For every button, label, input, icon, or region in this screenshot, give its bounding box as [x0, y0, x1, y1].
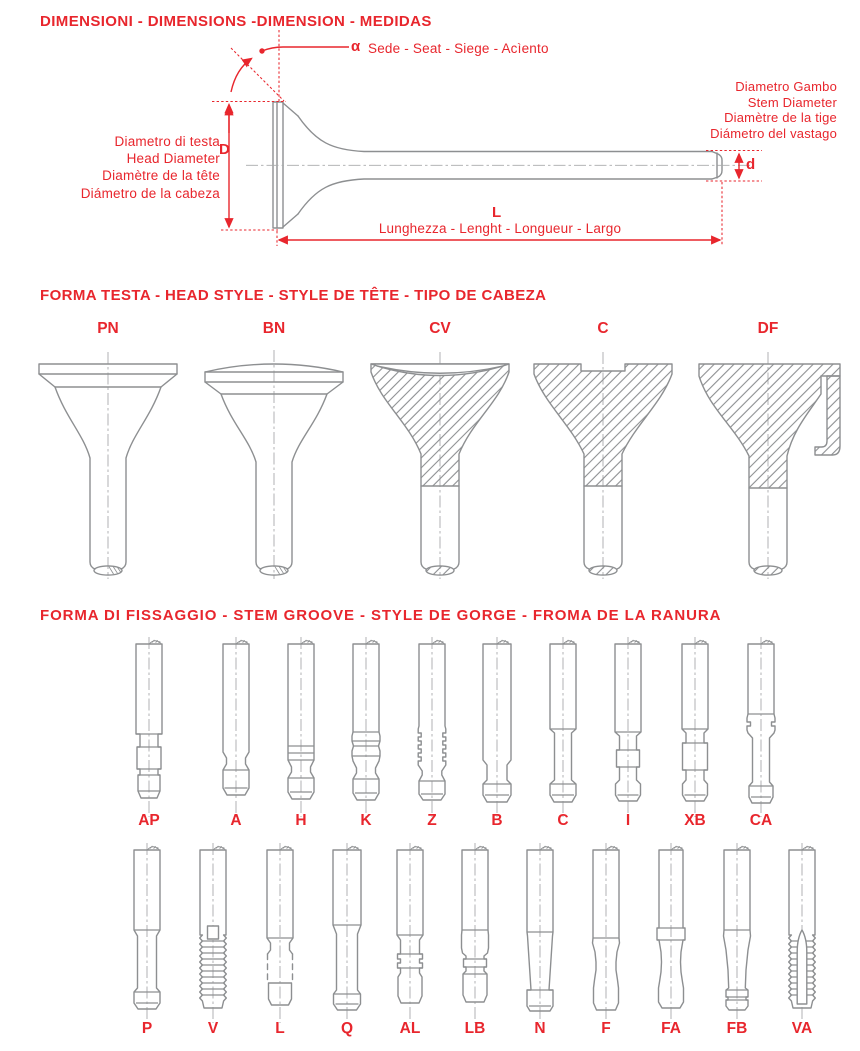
- groove-figure-z: [399, 634, 465, 822]
- head-style-figure-bn: [194, 336, 354, 581]
- groove-label-q: Q: [340, 1020, 354, 1037]
- head-style-title: FORMA TESTA - HEAD STYLE - STYLE DE TÊTE - TIPO DE CABEZA: [40, 287, 547, 304]
- head-diameter-line: Diamètre de la tête: [102, 168, 220, 184]
- dimension-arrows: [229, 47, 739, 240]
- groove-label-ca: CA: [749, 812, 773, 829]
- head-style-figure-df: [688, 336, 848, 581]
- groove-label-xb: XB: [684, 812, 706, 829]
- groove-label-n: N: [534, 1020, 546, 1037]
- groove-figure-q: [314, 840, 380, 1028]
- groove-figure-i: [595, 634, 661, 822]
- groove-figure-ca: [728, 634, 794, 822]
- groove-figure-fa: [638, 840, 704, 1028]
- groove-label-al: AL: [399, 1020, 421, 1037]
- dim-letter-D: D: [219, 141, 230, 158]
- length-label: Lunghezza - Lenght - Longueur - Largo: [378, 221, 622, 236]
- construction-lines: [212, 30, 762, 246]
- groove-figure-l: [247, 840, 313, 1028]
- dim-letter-L: L: [492, 204, 502, 221]
- head-style-label-c: C: [597, 320, 609, 337]
- groove-label-p: P: [141, 1020, 153, 1037]
- head-style-label-df: DF: [757, 320, 779, 337]
- groove-figure-xb: [662, 634, 728, 822]
- seat-angle-vertex-dot: [259, 48, 264, 53]
- groove-figure-ap: [116, 634, 182, 822]
- head-diameter-line: Diametro di testa: [114, 134, 220, 149]
- groove-label-fb: FB: [726, 1020, 748, 1037]
- stem-diameter-line: Diamètre de la tige: [724, 110, 837, 126]
- groove-label-f: F: [601, 1020, 611, 1037]
- groove-figure-c: [530, 634, 596, 822]
- seat-label: Sede - Seat - Siege - Acìento: [368, 41, 549, 56]
- groove-label-i: I: [625, 812, 631, 829]
- groove-label-b: B: [491, 812, 503, 829]
- groove-figure-v: [180, 840, 246, 1028]
- head-style-figure-cv: [360, 336, 520, 581]
- alpha-symbol: α: [351, 38, 361, 55]
- groove-figure-b: [464, 634, 530, 822]
- dim-letter-d: d: [746, 156, 756, 173]
- dimensions-title: DIMENSIONI - DIMENSIONS -DIMENSION - MEDIDAS: [40, 13, 432, 30]
- head-style-figure-pn: [28, 336, 188, 581]
- groove-label-v: V: [207, 1020, 219, 1037]
- head-diameter-line: Head Diameter: [126, 151, 220, 167]
- groove-figure-a: [203, 634, 269, 822]
- head-style-figure-c: [523, 336, 683, 581]
- groove-label-ap: AP: [138, 812, 160, 829]
- stem-diameter-line: Diámetro del vastago: [710, 125, 837, 141]
- stem-groove-title: FORMA DI FISSAGGIO - STEM GROOVE - STYLE DE GORGE - FROMA DE LA RANURA: [40, 607, 722, 624]
- groove-label-a: A: [230, 812, 242, 829]
- head-style-label-cv: CV: [429, 320, 451, 337]
- groove-figure-lb: [442, 840, 508, 1028]
- groove-label-fa: FA: [661, 1020, 681, 1037]
- groove-label-k: K: [360, 812, 372, 829]
- stem-diameter-line: Stem Diameter: [747, 94, 837, 110]
- stem-diameter-line: Diametro Gambo: [735, 79, 837, 94]
- groove-label-l: L: [275, 1020, 285, 1037]
- groove-figure-va: [769, 840, 835, 1028]
- groove-figure-p: [114, 840, 180, 1028]
- groove-label-va: VA: [791, 1020, 813, 1037]
- head-style-label-pn: PN: [97, 320, 119, 337]
- groove-figure-fb: [704, 840, 770, 1028]
- groove-label-z: Z: [427, 812, 437, 829]
- groove-label-c: C: [557, 812, 569, 829]
- head-style-label-bn: BN: [262, 320, 286, 337]
- groove-figure-n: [507, 840, 573, 1028]
- groove-figure-k: [333, 634, 399, 822]
- groove-figure-al: [377, 840, 443, 1028]
- groove-label-h: H: [295, 812, 307, 829]
- stem-diameter-label: [710, 79, 837, 141]
- head-diameter-line: Diámetro de la cabeza: [80, 185, 220, 201]
- groove-label-lb: LB: [464, 1020, 486, 1037]
- groove-figure-f: [573, 840, 639, 1028]
- groove-figure-h: [268, 634, 334, 822]
- head-diameter-label: [81, 133, 220, 202]
